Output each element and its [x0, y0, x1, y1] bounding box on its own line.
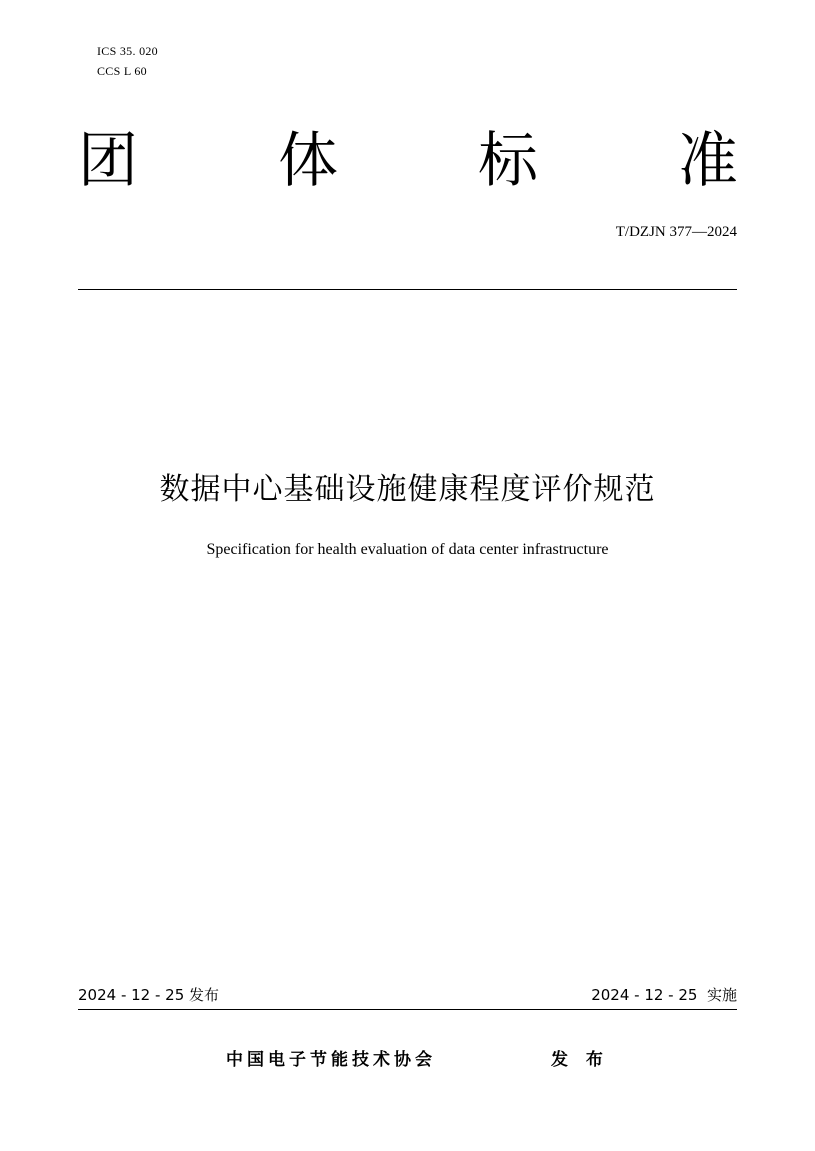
category-char-4: 准 — [678, 126, 738, 196]
ccs-code: CCS L 60 — [97, 64, 147, 78]
category-title — [78, 125, 738, 197]
category-char-2: 体 — [278, 126, 338, 196]
implement-date: 2024 - 12 - 25 实施 — [591, 986, 737, 1004]
document-title-en: Specification for health evaluation of data center infrastructure — [206, 541, 609, 558]
ics-code: ICS 35. 020 — [97, 44, 158, 58]
category-char-3: 标 — [478, 126, 538, 196]
issue-label: 发 布 — [551, 1050, 609, 1070]
top-divider — [78, 289, 737, 290]
document-title-cn: 数据中心基础设施健康程度评价规范 — [159, 472, 656, 507]
standard-number: T/DZJN 377—2024 — [615, 224, 737, 240]
bottom-divider — [78, 1009, 737, 1010]
category-char-1: 团 — [78, 126, 138, 196]
publish-date: 2024 - 12 - 25 发布 — [78, 986, 220, 1004]
issuer-name: 中国电子节能技术协会 — [226, 1050, 436, 1070]
